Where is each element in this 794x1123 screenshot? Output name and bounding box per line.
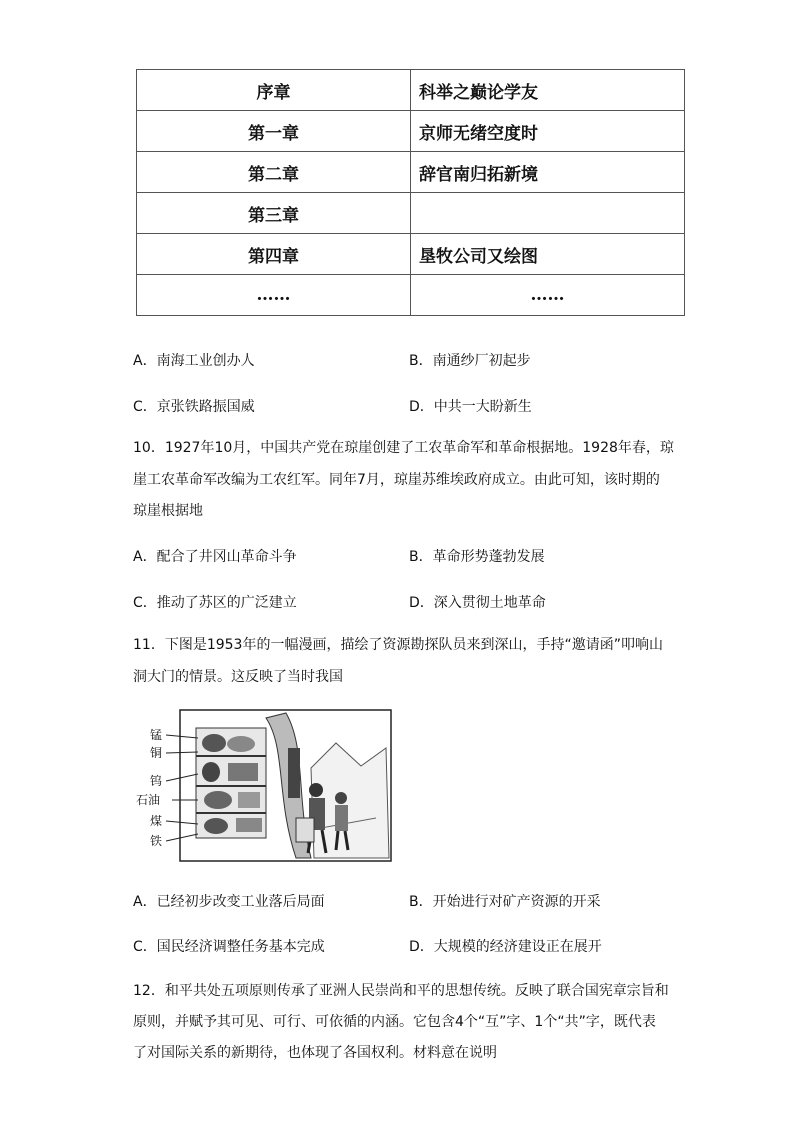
q9-option-d: D．中共一大盼新生 [409,399,532,415]
cartoon-image [136,708,394,863]
table-cell [411,193,685,234]
table-cell: …… [137,275,411,316]
cartoon-label: 锰 [150,728,163,742]
q9-option-b: B．南通纱厂初起步 [409,353,531,369]
cartoon-drawing [136,708,394,863]
cartoon-label: 铜 [150,746,163,760]
q10-stem-line3: 琼崖根据地 [133,503,203,519]
table-row [137,152,685,193]
table-cell: 第三章 [137,193,411,234]
q9-option-a: A．南海工业创办人 [133,353,255,369]
table-cell: 第四章 [137,234,411,275]
table-cell: 垦牧公司又绘图 [411,234,685,275]
cartoon-label: 煤 [150,814,163,828]
table-row [137,111,685,152]
table-row [137,275,685,316]
cartoon-label: 铁 [150,834,163,848]
q11-option-d: D．大规模的经济建设正在展开 [409,939,602,955]
table-cell: 序章 [137,70,411,111]
table-cell: …… [411,275,685,316]
q12-stem-line3: 了对国际关系的新期待，也体现了各国权利。材料意在说明 [133,1045,497,1061]
table-cell: 京师无绪空度时 [411,111,685,152]
q12-stem-line2: 原则，并赋予其可见、可行、可依循的内涵。它包含4个“互”字、1个“共”字，既代表 [133,1014,656,1030]
q9-option-c: C．京张铁路振国威 [133,399,255,415]
q10-stem-line2: 崖工农革命军改编为工农红军。同年7月，琼崖苏维埃政府成立。由此可知，该时期的 [133,472,660,488]
q10-option-a: A．配合了井冈山革命斗争 [133,549,297,565]
q11-option-c: C．国民经济调整任务基本完成 [133,939,325,955]
cartoon-label: 钨 [150,774,163,788]
q12-stem-line1: 12．和平共处五项原则传承了亚洲人民崇尚和平的思想传统。反映了联合国宪章宗旨和 [133,983,669,999]
q10-option-b: B．革命形势蓬勃发展 [409,549,545,565]
q10-option-c: C．推动了苏区的广泛建立 [133,595,297,611]
table-cell: 第二章 [137,152,411,193]
table-cell: 第一章 [137,111,411,152]
table-cell: 辞官南归拓新境 [411,152,685,193]
q10-option-d: D．深入贯彻土地革命 [409,595,546,611]
q11-option-b: B．开始进行对矿产资源的开采 [409,894,601,910]
table-cell: 科举之巅论学友 [411,70,685,111]
q10-stem-line1: 10．1927年10月，中国共产党在琼崖创建了工农革命军和革命根据地。1928年春，琼 [133,440,674,456]
table-row [137,234,685,275]
q11-stem-line1: 11．下图是1953年的一幅漫画，描绘了资源勘探队员来到深山，手持“邀请函”叩响山 [133,637,663,653]
q11-option-a: A．已经初步改变工业落后局面 [133,894,325,910]
q11-stem-line2: 洞大门的情景。这反映了当时我国 [133,669,343,685]
table-row [137,193,685,234]
table-row [137,70,685,111]
chapter-table [136,69,685,316]
cartoon-label: 石油 [136,793,161,807]
